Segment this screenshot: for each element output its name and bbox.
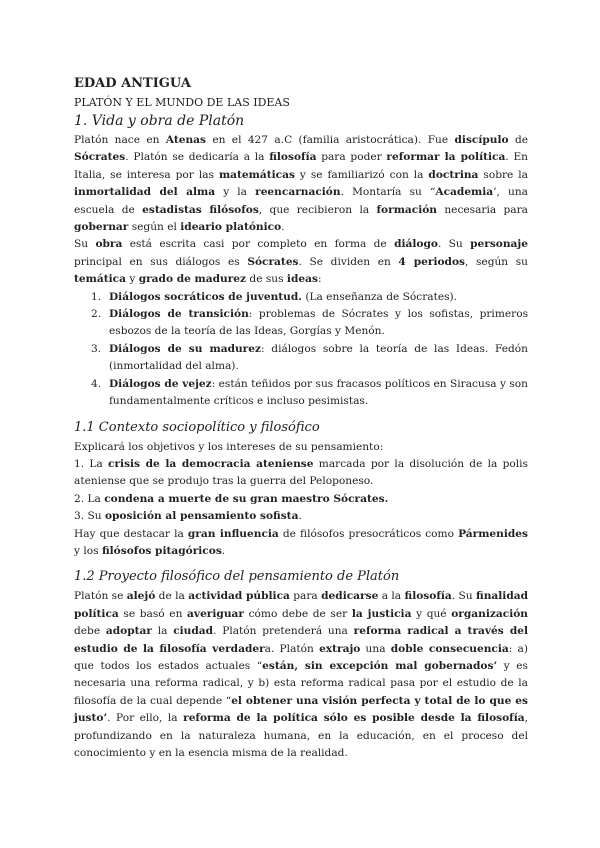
bold-term: reencarnación xyxy=(255,186,341,199)
bold-term: Sócrates xyxy=(74,151,126,164)
bold-term: la justicia xyxy=(351,607,412,620)
bold-term: inmortalidad del alma xyxy=(74,186,216,199)
bold-term: reformar la política xyxy=(386,151,506,164)
bold-term: filosofía xyxy=(269,151,317,164)
bold-term: reforma radical a través del estudio de la filosofía verdader xyxy=(74,625,528,655)
bold-term: gobernar xyxy=(74,221,129,234)
dialogue-periods-list xyxy=(74,289,528,411)
period-text: Diálogos de vejez: están teñidos por sus fracasos políticos en Siracusa y son fundamentalmente críticos e incluso pesimistas. xyxy=(109,377,528,408)
bold-term: ideario platónico xyxy=(180,221,282,234)
period-number: 3. xyxy=(91,342,102,355)
bold-term: 4 periodos xyxy=(398,255,465,268)
section-1-1-heading: 1.1 Contexto sociopolítico y filosófico xyxy=(74,419,320,435)
bold-term: adoptar xyxy=(105,625,152,638)
bold-term: ciudad xyxy=(173,625,214,638)
section-1-1-item-3: 3. Su oposición al pensamiento sofista. xyxy=(74,510,302,523)
section-1-paragraph-2: Su obra está escrita casi por completo en forma de diálogo. Su personaje principal en sus diálogos es Sócrates. Se dividen en 4 periodos, según su temática y grado de madurez de sus ideas: xyxy=(74,238,529,286)
section-1-1-item-2: 2. La condena a muerte de su gran maestro Sócrates. xyxy=(74,492,389,505)
bold-term: crisis de la democracia ateniense xyxy=(108,457,314,470)
bold-term: condena a muerte de su gran maestro Sócrates. xyxy=(104,492,389,505)
bold-term: alejó xyxy=(126,590,156,603)
document-page xyxy=(74,76,528,762)
bold-term: dedicarse xyxy=(321,590,379,603)
bold-term: filosofía xyxy=(404,590,452,603)
bold-term: Atenas xyxy=(165,134,206,146)
bold-term: Diálogos de transición xyxy=(109,308,249,321)
bold-term: el obtener una visión perfecta y total de lo que es justo’ xyxy=(74,694,529,725)
section-1-1-intro: Explicará los objetivos y los intereses de su pensamiento: xyxy=(74,440,384,453)
document-title: EDAD ANTIGUA xyxy=(74,76,191,91)
period-text: Diálogos socráticos de juventud. (La enseñanza de Sócrates). xyxy=(109,290,458,303)
bold-term: doble consecuencia xyxy=(390,642,509,655)
bold-term: obra xyxy=(95,238,123,251)
bold-term: diálogo xyxy=(394,238,438,251)
bold-term: oposición al pensamiento sofista xyxy=(104,510,299,523)
period-text: Diálogos de su madurez: diálogos sobre la teoría de las Ideas. Fedón (inmortalidad del alma). xyxy=(109,342,528,373)
period-item-1 xyxy=(74,289,528,306)
bold-term: estadistas filósofos xyxy=(142,203,259,216)
bold-term: Sócrates xyxy=(247,255,299,268)
bold-term: averiguar xyxy=(187,607,244,620)
bold-term: gran influencia xyxy=(187,527,279,540)
bold-term: Pármenides xyxy=(458,527,528,540)
bold-term: Diálogos de su madurez xyxy=(109,342,262,355)
bold-term: formación xyxy=(376,203,438,216)
bold-term: Diálogos socráticos de juventud. xyxy=(109,290,302,303)
bold-term: personaje xyxy=(470,238,528,251)
bold-term: ideas xyxy=(286,273,318,286)
bold-term: matemáticas xyxy=(218,168,295,181)
period-item-2 xyxy=(74,306,528,341)
period-number: 2. xyxy=(91,308,102,321)
bold-term: reforma de la política sólo es posible desde la filosofía xyxy=(183,712,525,725)
section-1-1-closing: Hay que destacar la gran influencia de filósofos presocráticos como Pármenides y los filósofos pitagóricos. xyxy=(74,527,528,557)
period-item-4 xyxy=(74,376,528,411)
bold-term: filósofos pitagóricos xyxy=(101,544,222,557)
bold-term: grado de madurez xyxy=(138,273,247,286)
period-number: 1. xyxy=(91,290,102,303)
bold-term: Academia xyxy=(435,186,494,199)
section-1-2-heading: 1.2 Proyecto filosófico del pensamiento de Platón xyxy=(74,569,400,585)
bold-term: discípulo xyxy=(454,134,509,146)
document-subtitle: PLATÓN Y EL MUNDO DE LAS IDEAS xyxy=(74,96,290,109)
section-1-1-item-1: 1. La crisis de la democracia ateniense marcada por la disolución de la polis ateniense que se produjo tras la guerra del Peloponeso. xyxy=(74,457,528,488)
section-1-2-paragraph: Platón se alejó de la actividad pública para dedicarse a la filosofía. Su finalidad política se basó en averiguar cómo debe de ser la justicia y qué organización debe adoptar la ciudad. Platón pretenderá una reforma radical a través del estudio de la filosofía verdadera. Platón extrajo una doble consecuencia: a) que todos los estados actuales “están, sin excepción mal gobernados’ y es necesaria una reforma radical, y b) esta reforma radical pasa por el estudio de la filosofía de la cual depende “el obtener una visión perfecta y total de lo que es justo’. Por ello, la reforma de la política sólo es posible desde la filosofía, profundizando en la naturaleza humana, en la educación, en el proceso del conocimiento y en la esencia misma de la realidad. xyxy=(74,590,529,759)
section-1-heading: 1. Vida y obra de Platón xyxy=(74,113,245,129)
period-text: Diálogos de transición: problemas de Sócrates y los sofistas, primeros esbozos de la teoría de las Ideas, Gorgías y Menón. xyxy=(109,308,529,338)
bold-term: extrajo xyxy=(319,642,361,655)
bold-term: actividad pública xyxy=(188,590,290,603)
bold-term: Diálogos de vejez xyxy=(109,377,212,390)
section-1-paragraph-1: Platón nace en Atenas en el 427 a.C (familia aristocrática). Fue discípulo de Sócrates. Platón se dedicaría a la filosofía para poder reformar la política. En Italia, se interesa por las matemáticas y se familiarizó con la doctrina sobre la inmortalidad del alma y la reencarnación. Montaría su “Academia’, una escuela de estadistas filósofos, que recibieron la formación necesaria para gobernar según el ideario platónico. xyxy=(74,134,529,234)
period-number: 4. xyxy=(91,377,102,390)
bold-term: finalidad política xyxy=(74,590,528,620)
period-item-3 xyxy=(74,341,528,376)
bold-term: temática xyxy=(74,273,126,286)
bold-term: organización xyxy=(451,607,528,620)
bold-term: están, sin excepción mal gobernados’ xyxy=(262,659,498,672)
bold-term: doctrina xyxy=(428,168,479,181)
